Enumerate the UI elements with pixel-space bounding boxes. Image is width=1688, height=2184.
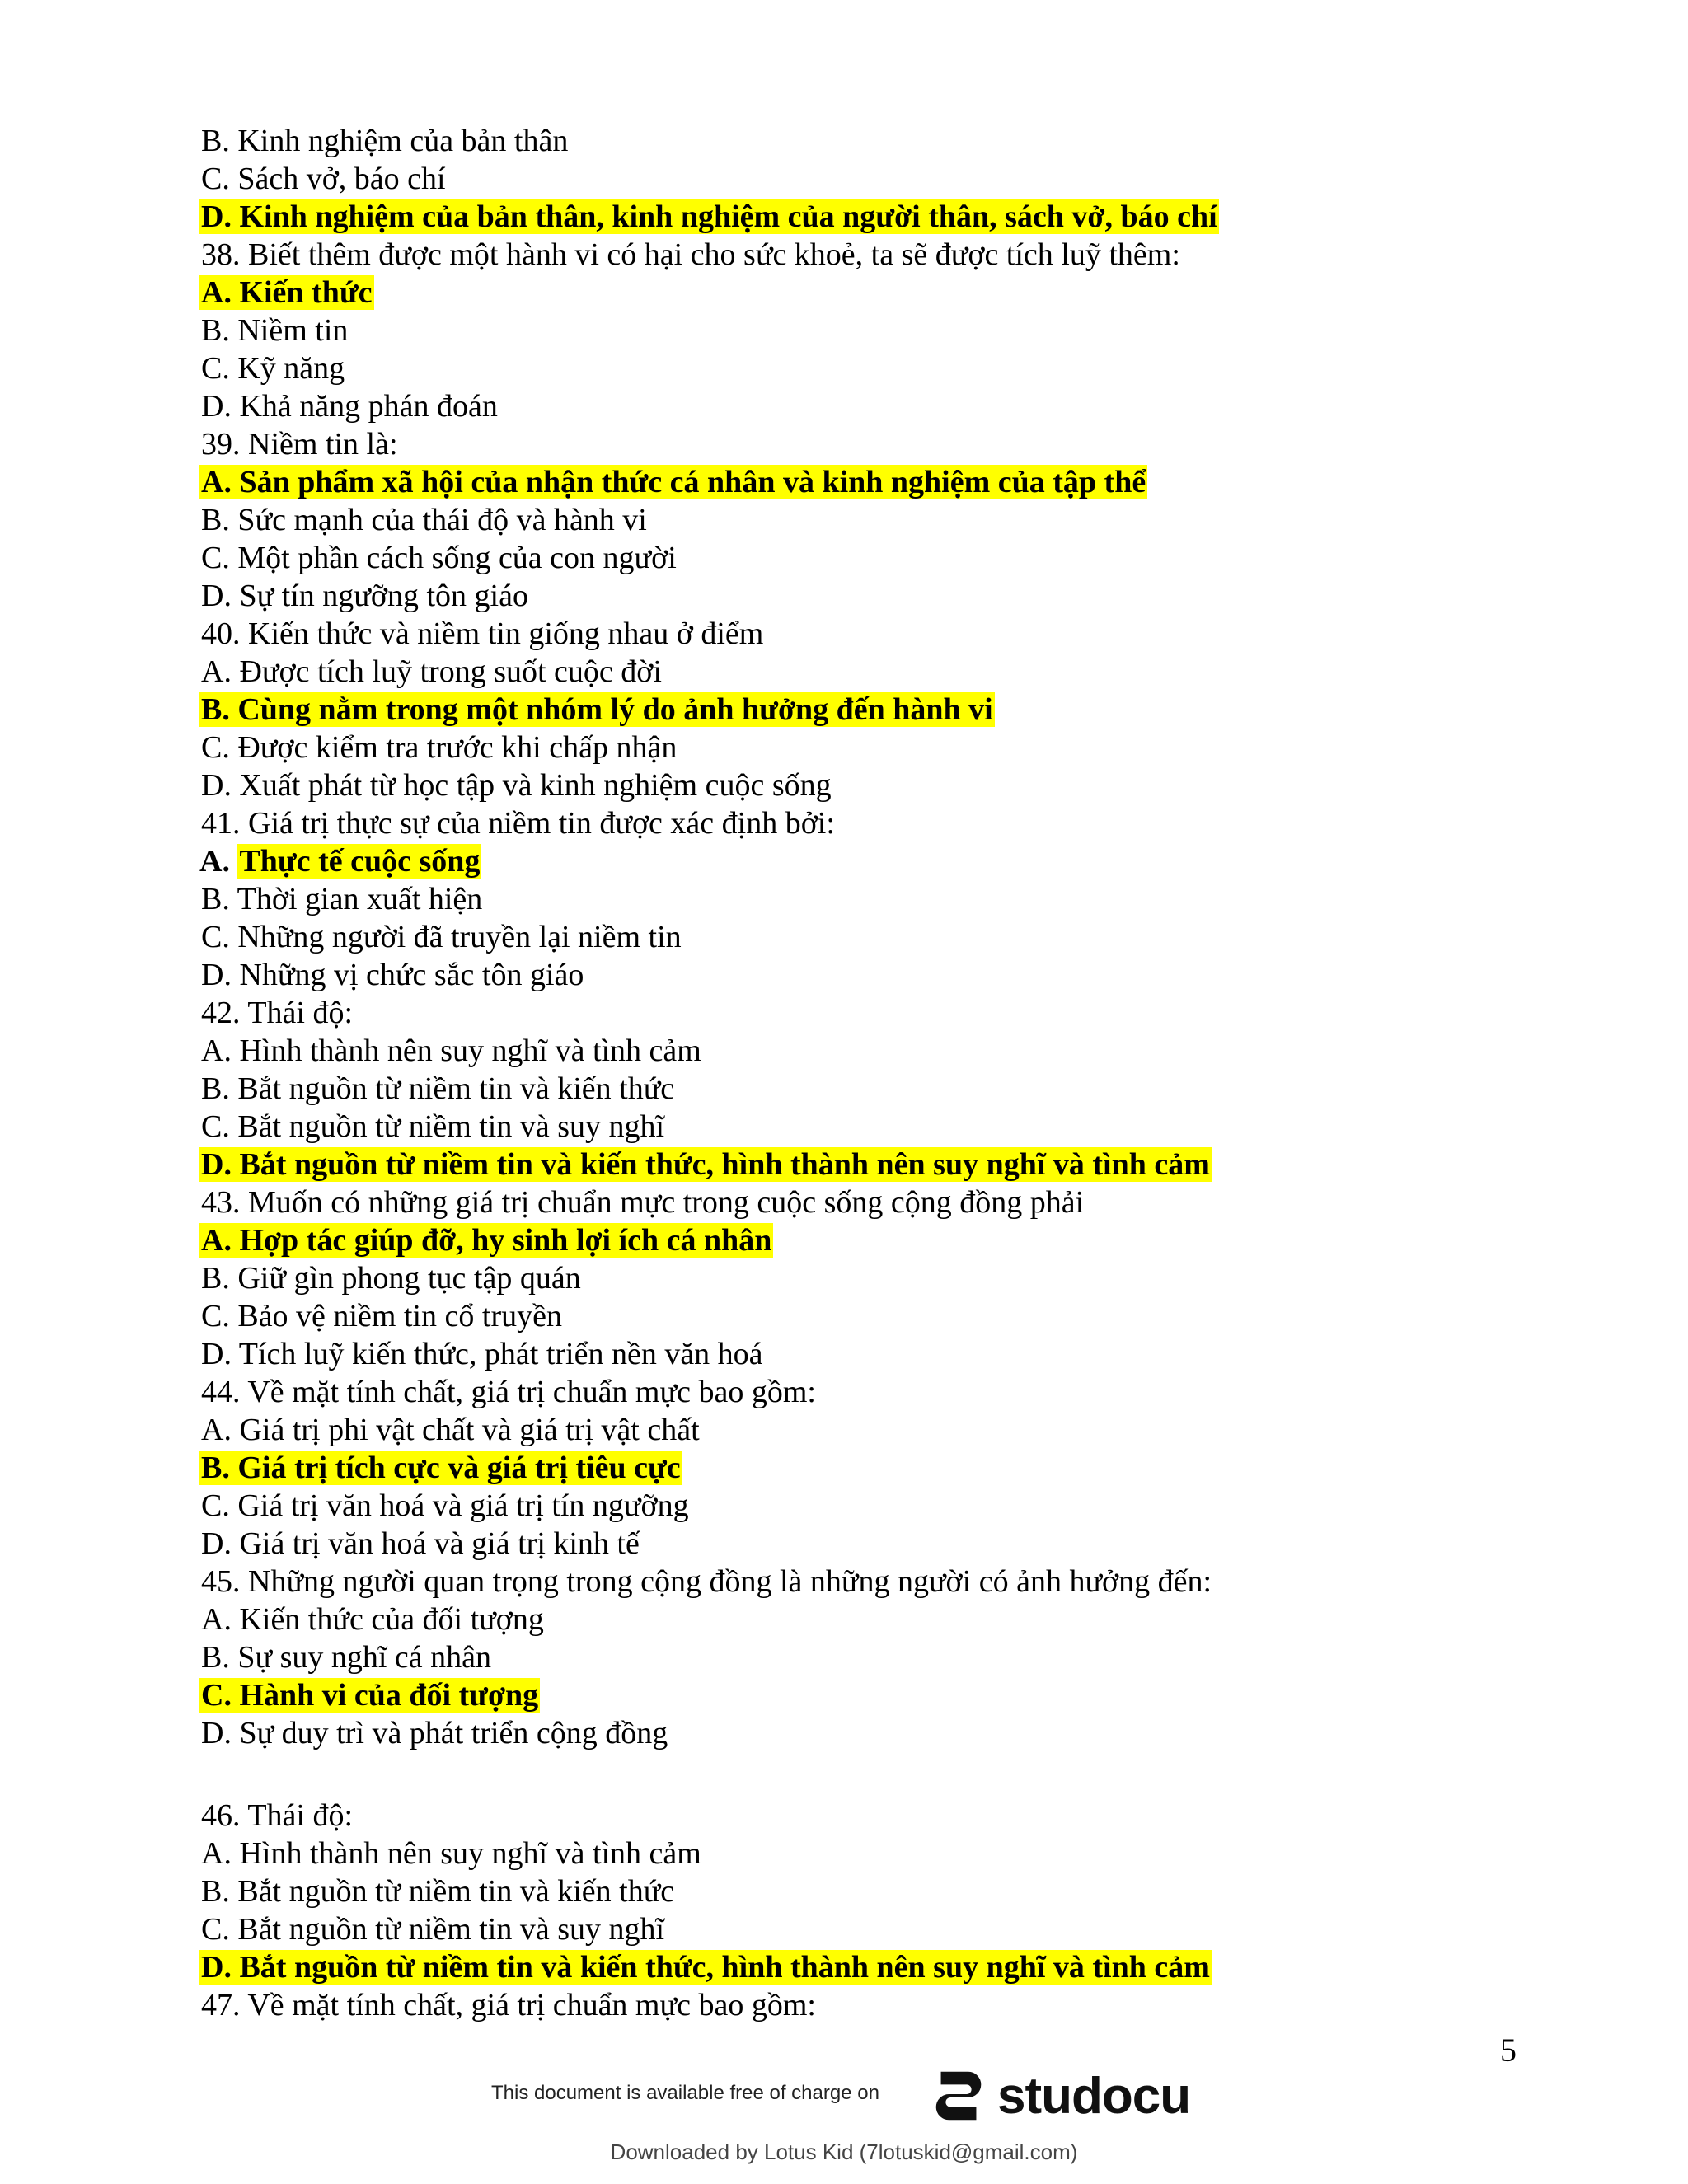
text-line (199, 1411, 1535, 1449)
text-line (199, 349, 1535, 387)
text-line (199, 122, 1535, 160)
line-text: A. Hình thành nên suy nghĩ và tình cảm (201, 1033, 701, 1068)
text-line (199, 1797, 1535, 1835)
text-line (199, 1487, 1535, 1525)
answer-prefix: A. (199, 844, 238, 879)
answer-line-correct (199, 842, 1535, 880)
answer-line-correct (199, 198, 1535, 236)
highlighted-answer: B. Giá trị tích cực và giá trị tiêu cực (201, 1451, 681, 1485)
footer-note: This document is available free of charge on (491, 2082, 879, 2104)
highlighted-answer: B. Cùng nằm trong một nhóm lý do ảnh hưởng đến hành vi (201, 692, 993, 727)
text-line (199, 236, 1535, 274)
line-text: C. Bắt nguồn từ niềm tin và suy nghĩ (201, 1109, 665, 1144)
line-text: D. Giá trị văn hoá và giá trị kinh tế (201, 1526, 640, 1561)
answer-line-correct (199, 691, 1535, 729)
line-text: 38. Biết thêm được một hành vi có hại cho sức khoẻ, ta sẽ được tích luỹ thêm: (201, 237, 1180, 272)
text-line (199, 615, 1535, 653)
downloaded-by-note: Downloaded by Lotus Kid (7lotuskid@gmail.com) (610, 2139, 1078, 2164)
footer (0, 2052, 1688, 2176)
text-line (199, 312, 1535, 349)
line-text: C. Kỹ năng (201, 351, 345, 386)
line-text: D. Khả năng phán đoán (201, 389, 498, 424)
highlighted-answer: D. Bắt nguồn từ niềm tin và kiến thức, hình thành nên suy nghĩ và tình cảm (201, 1147, 1210, 1182)
text-line (199, 1108, 1535, 1146)
text-line (199, 1910, 1535, 1948)
line-text: C. Bảo vệ niềm tin cổ truyền (201, 1299, 562, 1333)
line-text: C. Bắt nguồn từ niềm tin và suy nghĩ (201, 1912, 665, 1947)
line-text: D. Sự tín ngưỡng tôn giáo (201, 579, 528, 613)
text-line (199, 1373, 1535, 1411)
line-text: C. Những người đã truyền lại niềm tin (201, 920, 682, 954)
line-text: A. Hình thành nên suy nghĩ và tình cảm (201, 1836, 701, 1871)
line-text: A. Kiến thức của đối tượng (201, 1602, 544, 1637)
text-line (199, 1525, 1535, 1563)
line-text: 44. Về mặt tính chất, giá trị chuẩn mực bao gồm: (201, 1375, 816, 1409)
line-text: D. Những vị chức sắc tôn giáo (201, 958, 584, 992)
studocu-brand-text: studocu (997, 2067, 1191, 2125)
text-line (199, 1638, 1535, 1676)
line-text: 39. Niềm tin là: (201, 427, 398, 462)
line-text: C. Được kiểm tra trước khi chấp nhận (201, 730, 678, 765)
text-line (199, 804, 1535, 842)
answer-line-correct (199, 463, 1535, 501)
answer-line-correct (199, 1676, 1535, 1714)
highlighted-answer: A. Sản phẩm xã hội của nhận thức cá nhân và kinh nghiệm của tập thể (201, 465, 1146, 499)
text-line (199, 1297, 1535, 1335)
line-text: B. Kinh nghiệm của bản thân (201, 124, 569, 158)
line-text: D. Sự duy trì và phát triển cộng đồng (201, 1716, 668, 1750)
text-line (199, 766, 1535, 804)
answer-line-correct (199, 1948, 1535, 1986)
answer-line-correct (199, 1449, 1535, 1487)
line-text: 41. Giá trị thực sự của niềm tin được xác định bởi: (201, 806, 835, 841)
answer-line-correct (199, 274, 1535, 312)
line-text: 46. Thái độ: (201, 1798, 354, 1833)
text-line (199, 1714, 1535, 1752)
line-text: B. Bắt nguồn từ niềm tin và kiến thức (201, 1874, 675, 1909)
question-list (199, 122, 1535, 2024)
studocu-logo-icon (926, 2064, 991, 2128)
text-line (199, 1752, 1535, 1797)
line-text: 40. Kiến thức và niềm tin giống nhau ở điểm (201, 616, 764, 651)
line-text: D. Xuất phát từ học tập và kinh nghiệm cuộc sống (201, 768, 832, 803)
highlighted-answer: C. Hành vi của đối tượng (201, 1678, 539, 1713)
line-text: C. Một phần cách sống của con người (201, 541, 677, 575)
text-line (199, 1335, 1535, 1373)
text-line (199, 1070, 1535, 1108)
text-line (199, 577, 1535, 615)
text-line (199, 918, 1535, 956)
highlighted-answer: D. Bắt nguồn từ niềm tin và kiến thức, hình thành nên suy nghĩ và tình cảm (201, 1950, 1210, 1985)
line-text: 42. Thái độ: (201, 996, 354, 1030)
answer-line-correct (199, 1146, 1535, 1183)
text-line (199, 880, 1535, 918)
line-text: B. Niềm tin (201, 313, 349, 348)
answer-line-correct (199, 1221, 1535, 1259)
page-number: 5 (1500, 2032, 1517, 2069)
studocu-logo[interactable] (926, 2059, 1190, 2133)
text-line (199, 425, 1535, 463)
line-text: 47. Về mặt tính chất, giá trị chuẩn mực bao gồm: (201, 1988, 816, 2022)
text-line (199, 1183, 1535, 1221)
text-line (199, 956, 1535, 994)
text-line (199, 539, 1535, 577)
line-text: D. Tích luỹ kiến thức, phát triển nền văn hoá (201, 1337, 763, 1371)
line-text: A. Được tích luỹ trong suốt cuộc đời (201, 654, 662, 689)
highlighted-answer: A. Hợp tác giúp đỡ, hy sinh lợi ích cá nhân (201, 1223, 772, 1258)
line-text: B. Giữ gìn phong tục tập quán (201, 1261, 581, 1296)
line-text: B. Bắt nguồn từ niềm tin và kiến thức (201, 1071, 675, 1106)
text-line (199, 1601, 1535, 1638)
text-line (199, 729, 1535, 766)
line-text: B. Thời gian xuất hiện (201, 882, 483, 916)
highlighted-answer: D. Kinh nghiệm của bản thân, kinh nghiệm của người thân, sách vở, báo chí (201, 199, 1217, 234)
text-line (199, 994, 1535, 1032)
line-text: A. Giá trị phi vật chất và giá trị vật chất (201, 1413, 700, 1447)
highlighted-answer: A. Kiến thức (201, 275, 373, 310)
text-line (199, 1259, 1535, 1297)
line-text: B. Sức mạnh của thái độ và hành vi (201, 503, 647, 537)
text-line (199, 1032, 1535, 1070)
text-line (199, 160, 1535, 198)
highlighted-answer: Thực tế cuộc sống (239, 844, 481, 879)
line-text: 45. Những người quan trọng trong cộng đồng là những người có ảnh hưởng đến: (201, 1564, 1212, 1599)
text-line (199, 1563, 1535, 1601)
text-line (199, 501, 1535, 539)
text-line (199, 387, 1535, 425)
line-text: B. Sự suy nghĩ cá nhân (201, 1640, 492, 1675)
line-text: C. Sách vở, báo chí (201, 162, 446, 196)
text-line (199, 1835, 1535, 1872)
text-line (199, 653, 1535, 691)
line-text: C. Giá trị văn hoá và giá trị tín ngưỡng (201, 1488, 689, 1523)
text-line (199, 1872, 1535, 1910)
line-text: 43. Muốn có những giá trị chuẩn mực trong cuộc sống cộng đồng phải (201, 1185, 1085, 1220)
text-line (199, 1986, 1535, 2024)
